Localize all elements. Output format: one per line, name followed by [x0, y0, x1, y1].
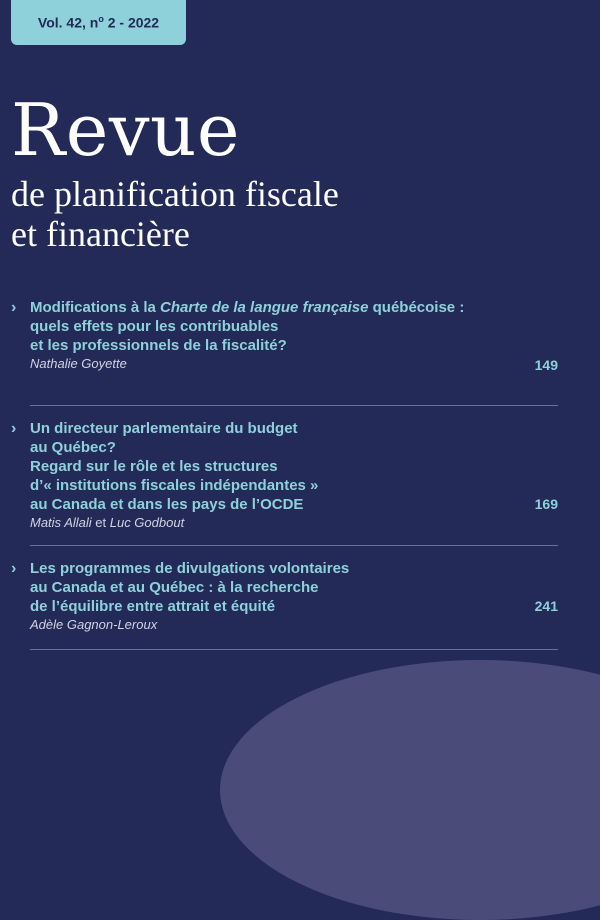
decorative-circle [220, 660, 600, 920]
article-page-number: 241 [534, 598, 558, 614]
table-of-contents [11, 298, 558, 650]
divider [30, 545, 558, 546]
article-title[interactable]: Modifications à la Charte de la langue française québécoise : quels effets pour les contribuables et les professionnels de la fiscalité? [30, 299, 465, 354]
article-entry[interactable] [11, 419, 558, 530]
journal-title-main: Revue [11, 88, 240, 172]
journal-subtitle-line-1: de planification fiscale [11, 174, 339, 214]
volume-badge [11, 0, 186, 45]
chevron-right-icon: › [11, 299, 17, 316]
divider [30, 649, 558, 650]
article-author: Matis Allali et Luc Godbout [30, 515, 185, 530]
article-page-number: 149 [534, 357, 558, 373]
divider [30, 405, 558, 406]
article-entry[interactable] [11, 559, 558, 632]
article-entry[interactable] [11, 298, 558, 387]
journal-title [11, 86, 339, 254]
journal-subtitle-line-2: et financière [11, 214, 190, 254]
chevron-right-icon: › [11, 560, 17, 577]
article-title[interactable]: Un directeur parlementaire du budget au Québec? Regard sur le rôle et les structures d’« institutions fiscales indépendantes » au Canada et dans les pays de l’OCDE [30, 420, 319, 513]
article-author: Adèle Gagnon-Leroux [30, 617, 158, 632]
article-page-number: 169 [534, 496, 558, 512]
article-title[interactable]: Les programmes de divulgations volontaires au Canada et au Québec : à la recherche de l’équilibre entre attrait et équité [30, 560, 350, 615]
volume-label: Vol. 42, $n^o$ 2 - 2022 [37, 14, 160, 31]
chevron-right-icon: › [11, 420, 17, 437]
article-author: Nathalie Goyette [30, 356, 127, 371]
